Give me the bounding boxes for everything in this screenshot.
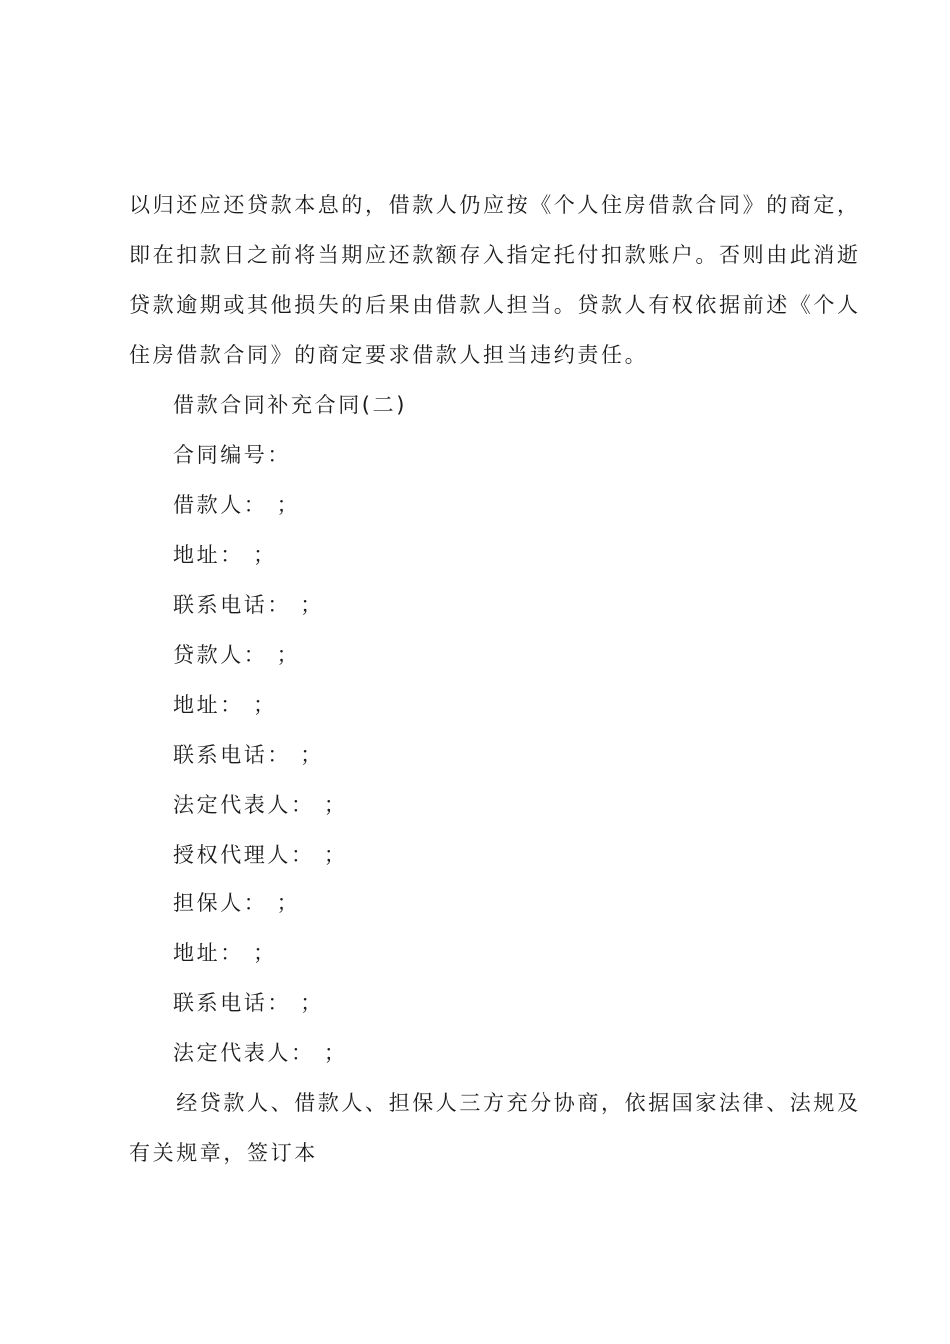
field-authorized-agent: 授权代理人： ；	[173, 843, 348, 867]
field-guarantor: 担保人： ；	[173, 891, 301, 915]
paragraph-line: 即在扣款日之前将当期应还款额存入指定托付扣款账户。否则由此消逝	[129, 243, 861, 267]
paragraph-line: 有关规章，签订本	[129, 1141, 318, 1165]
field-lender: 贷款人： ；	[173, 643, 301, 667]
paragraph-agreement-intro	[129, 1078, 861, 1178]
field-guarantor-address: 地址： ；	[173, 941, 277, 965]
paragraph-line: 经贷款人、借款人、担保人三方充分协商，依据国家法律、法规及	[129, 1091, 861, 1115]
contract-title: 借款合同补充合同(二)	[173, 393, 407, 417]
field-borrower-phone: 联系电话： ；	[173, 593, 324, 617]
field-lender-phone: 联系电话： ；	[173, 743, 324, 767]
paragraph-line: 住房借款合同》的商定要求借款人担当违约责任。	[129, 343, 649, 367]
field-lender-legal-representative: 法定代表人： ；	[173, 793, 348, 817]
paragraph-loan-terms	[129, 180, 861, 380]
field-guarantor-phone: 联系电话： ；	[173, 991, 324, 1015]
field-guarantor-legal-representative: 法定代表人： ；	[173, 1041, 348, 1065]
paragraph-line: 贷款逾期或其他损失的后果由借款人担当。贷款人有权依据前述《个人	[129, 293, 861, 317]
paragraph-line: 以归还应还贷款本息的，借款人仍应按《个人住房借款合同》的商定，	[129, 193, 861, 217]
field-contract-number: 合同编号：	[173, 443, 291, 467]
field-lender-address: 地址： ；	[173, 693, 277, 717]
field-borrower-address: 地址： ；	[173, 543, 277, 567]
field-borrower: 借款人： ；	[173, 493, 301, 517]
